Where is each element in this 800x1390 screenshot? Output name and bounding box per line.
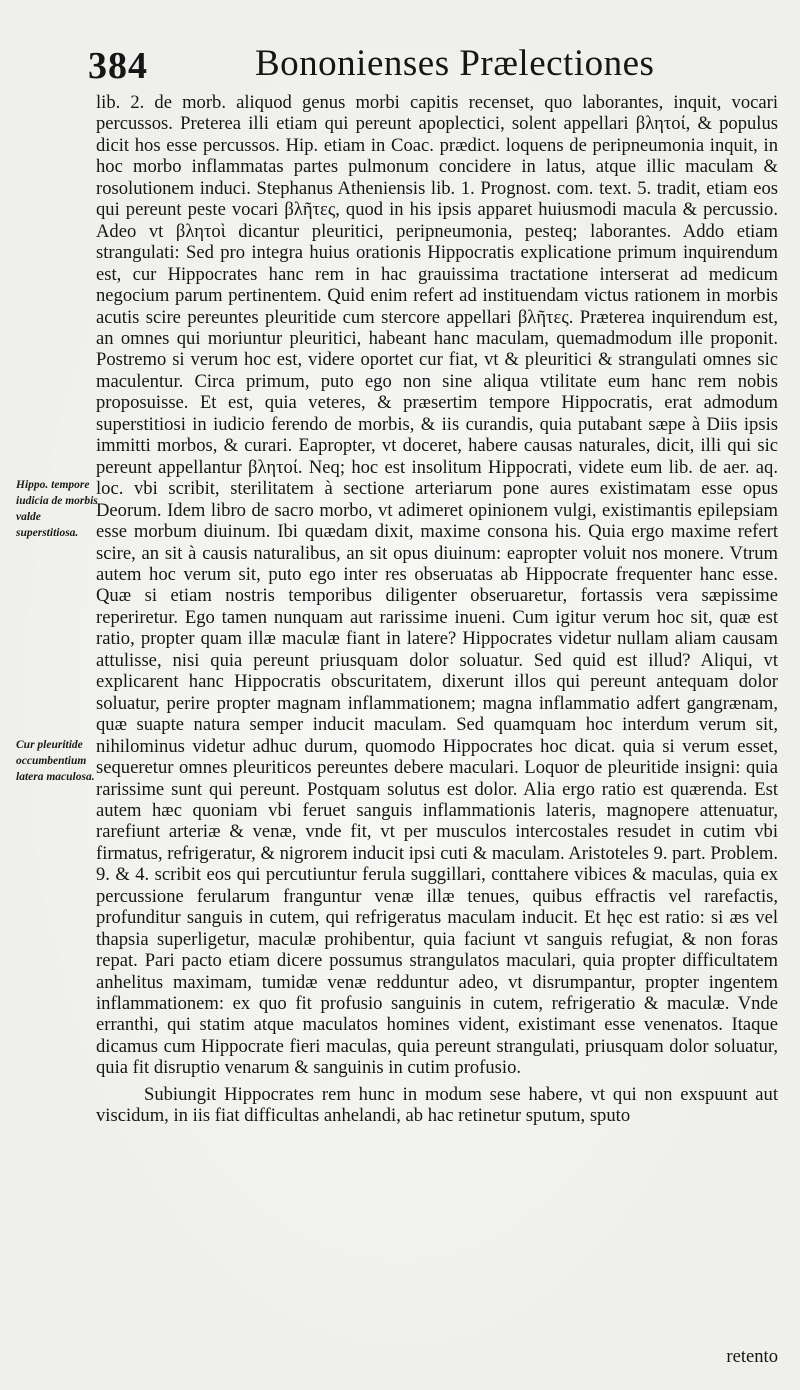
margin-note-maculae: Cur pleuritide occumbentium latera maculosa. [16, 739, 95, 783]
catchword: retento [726, 1346, 778, 1367]
page-header [80, 36, 720, 92]
paragraph: lib. 2. de morb. aliquod genus morbi capitis recenset, quo laborantes, inquit, vocari percussos. Preterea illi etiam qui pereunt apoplectici, solent appellari βλητοί, & populus dicit hos esse percussos. Hip. etiam in Coac. prædict. loquens de peripneumonia inquit, in hoc morbo inflammatas partes pulmonum concidere in latus, atque illic maculam & rosolutionem induci. Stephanus Atheniensis lib. 1. Prognost. com. text. 5. tradit, etiam eos qui pereunt peste vocari βλῆτες, quod in his ipsis apparet huiusmodi macula & percussio. Adeo vt βλητοὶ dicantur pleuritici, peripneumonia, pesteq; laborantes. Addo etiam strangulati: Sed pro integra huius orationis Hippocratis explicatione primum inquirendum est, cur Hippocrates hanc rem in hac grauissima tractatione interserat ad medicum negocium parum pertinentem. Quid enim refert ad instituendam victus rationem in morbis acutis scire pereuntes pleuritide cum stercore appellari βλῆτες. Præterea inquirendum est, an omnes qui moriuntur pleuritici, habeant hanc maculam, quemadmodum ille proponit. Postremo si verum hoc est, videre oportet cur fiat, vt & pleuritici & strangulati omnes sic maculentur. Circa primum, puto ego non sine aliqua vtilitate eum hanc rem nobis proposuisse. Et est, quia veteres, & præsertim tempore Hippocratis, erat admodum superstitiosi in iudicio ferendo de morbis, & iis curandis, quia putabant sæpe à Diis ipsis immitti morbos, & curari. Eapropter, vt doceret, habere causas naturales, dicit, illi qui sic pereunt appellantur βλητοί. Neq; hoc est insolitum Hippocrati, videte eum lib. de aer. aq. loc. vbi scribit, sterilitatem à sectione arteriarum pone aures existimatam esse opus Deorum. Idem libro de sacro morbo, vt adimeret opinionem vulgi, existimantis epilepsiam esse morbum diuinum. Ibi quædam dixit, maxime consona his. Quia ergo maxime refert scire, an sit à causis naturalibus, an sit opus diuinum: eapropter voluit nos monere. Vtrum autem hoc verum sit, puto ego inter res obseruatas ab Hippocrate frequenter hanc esse. Quæ si etiam nostris temporibus diligenter obseruaretur, fortassis vera sæpissime reperiretur. Ego tamen nunquam aut rarissime inueni. Cum igitur verum hoc sit, quæ est ratio, propter quam illæ maculæ fiant in latere? Hippocrates videtur nullam aliam causam attulisse, nisi quia pereunt priusquam dolor soluatur. Sed quid est illud? Aliqui, vt explicarent hanc Hippocratis obscuritatem, dixerunt illos qui pereunt antequam dolor soluatur, perire propter magnam inflammationem; magna inflammatio adfert gangrænam, quæ suapte natura semper inducit maculam. Sed quamquam hoc interdum verum sit, nihilominus videtur adhuc durum, quomodo Hippocrates hoc dicat. quia si verum esset, sequeretur omnes pleuriticos pereuntes debere maculari. Loquor de pleuritide insigni: quia rarissime sunt qui pereunt. Postquam solutus est dolor. Alia ergo ratio est quærenda. Est autem hæc quoniam vbi feruet sanguis inflammationis lateris, magnopere attenuatur, rarefiunt arteriæ & venæ, vnde fit, vt per musculos intercostales resudet in cutim vbi firmatus, refrigeratur, & nigrorem inducit ipsi cuti & maculam. Aristoteles 9. part. Problem. 9. & 4. scribit eos qui percutiuntur ferula suggillari, conttahere vibices & maculas, quia ex percussione ferularum franguntur venæ illæ tenues, quibus effractis vel rarefactis, profunditur sanguis in cutem, qui refrigeratus maculam inducit. Et hęc est ratio: si æs vel thapsia superligetur, maculæ prohibentur, quia faciunt vt sanguis refugiat, & non foras repat. Pari pacto etiam dicere possumus strangulatos maculari, quia propter difficultatem anhelitus maximam, tumidæ venæ redduntur adeo, vt disrumpantur, propter ingentem inflammationem: ex quo fit profusio sanguinis in cutem, refrigeratio & maculæ. Vnde erranthi, qui statim atque maculatos homines vident, existimant esse venenatos. Itaque dicamus cum Hippocrate fieri maculas, quia pereunt strangulati, priusquam dolor soluatur, quia fit disruptio venarum & sanguinis in cutim profusio. [96, 92, 778, 1079]
body-text [96, 92, 778, 1127]
page-number: 384 [88, 45, 148, 87]
running-title: Bononienses Prælectiones [255, 43, 655, 84]
paragraph: Subiungit Hippocrates rem hunc in modum sese habere, vt qui non exspuunt aut viscidum, in iis fiat difficultas anhelandi, ab hac retinetur sputum, sputo [96, 1083, 778, 1127]
margin-note-superstition: Hippo. tempore iudicia de morbis valde superstitiosa. [16, 479, 98, 539]
